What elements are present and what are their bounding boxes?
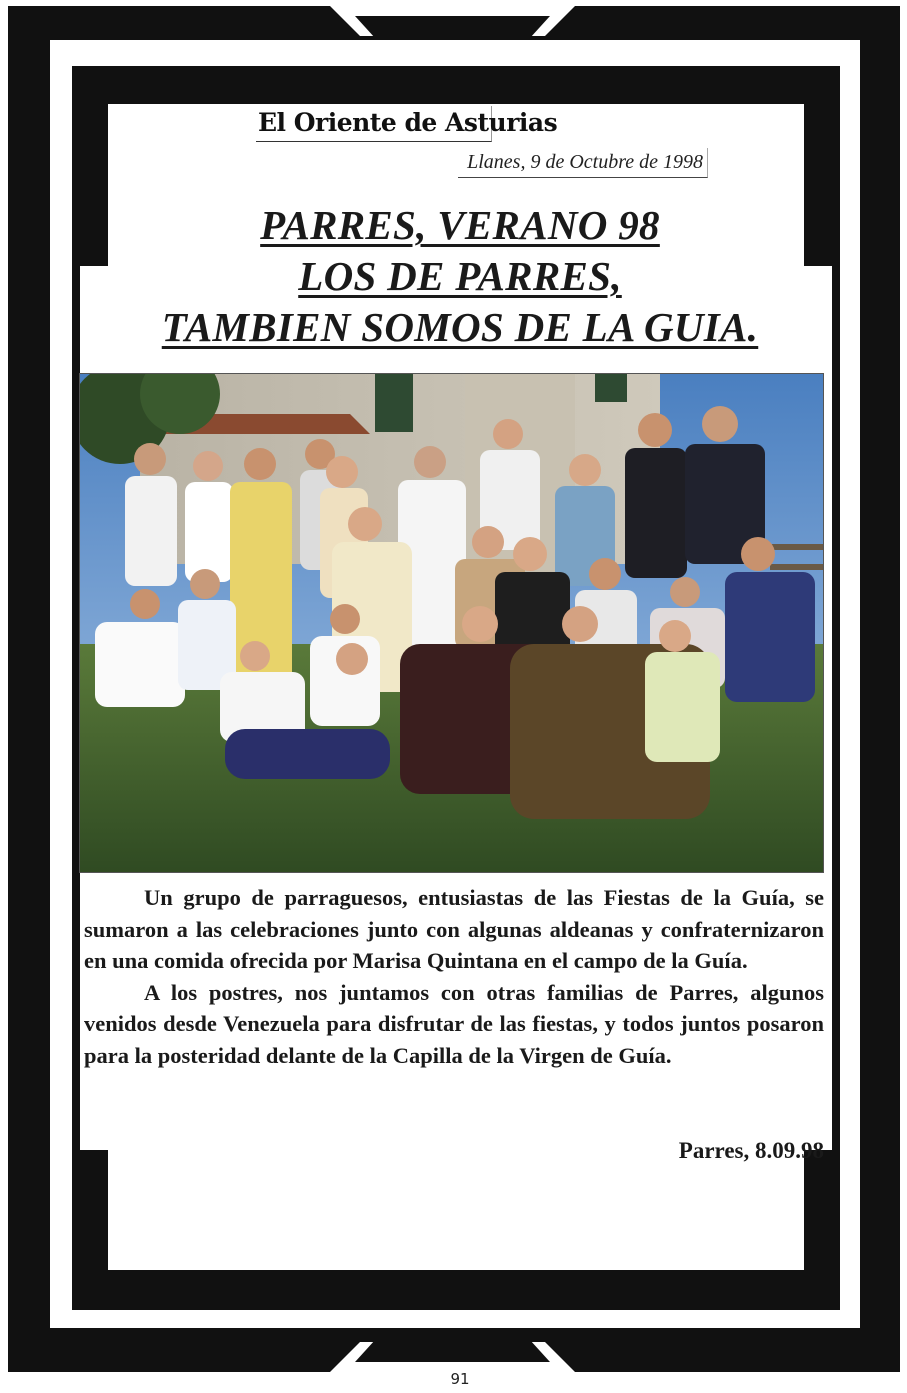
- headline: [120, 200, 800, 353]
- headline-line-1: PARRES, VERANO 98: [260, 202, 660, 248]
- headline-line-2: LOS DE PARRES,: [298, 253, 622, 299]
- dateline: Llanes, 9 de Octubre de 1998: [458, 148, 708, 178]
- group-photo: [79, 373, 824, 873]
- article-paragraph: A los postres, nos juntamos con otras familias de Parres, algunos venidos desde Venezuela para disfrutar de las fiestas, y todos juntos posaron para la posteridad delante de la Capilla de la Virgen de Guía.: [84, 979, 824, 1068]
- article-paragraph: Un grupo de parraguesos, entusiastas de las Fiestas de la Guía, se sumaron a las celebraciones junto con algunas aldeanas y confraternizaron en una comida ofrecida por Marisa Quintana en el campo de la Guía.: [84, 885, 824, 973]
- article-signature: Parres, 8.09.98: [678, 1138, 824, 1163]
- article-body: [84, 882, 824, 1071]
- headline-line-3: TAMBIEN SOMOS DE LA GUIA.: [161, 304, 759, 350]
- page-number: 91: [450, 1370, 470, 1388]
- newspaper-masthead: El Oriente de Asturias: [256, 106, 492, 142]
